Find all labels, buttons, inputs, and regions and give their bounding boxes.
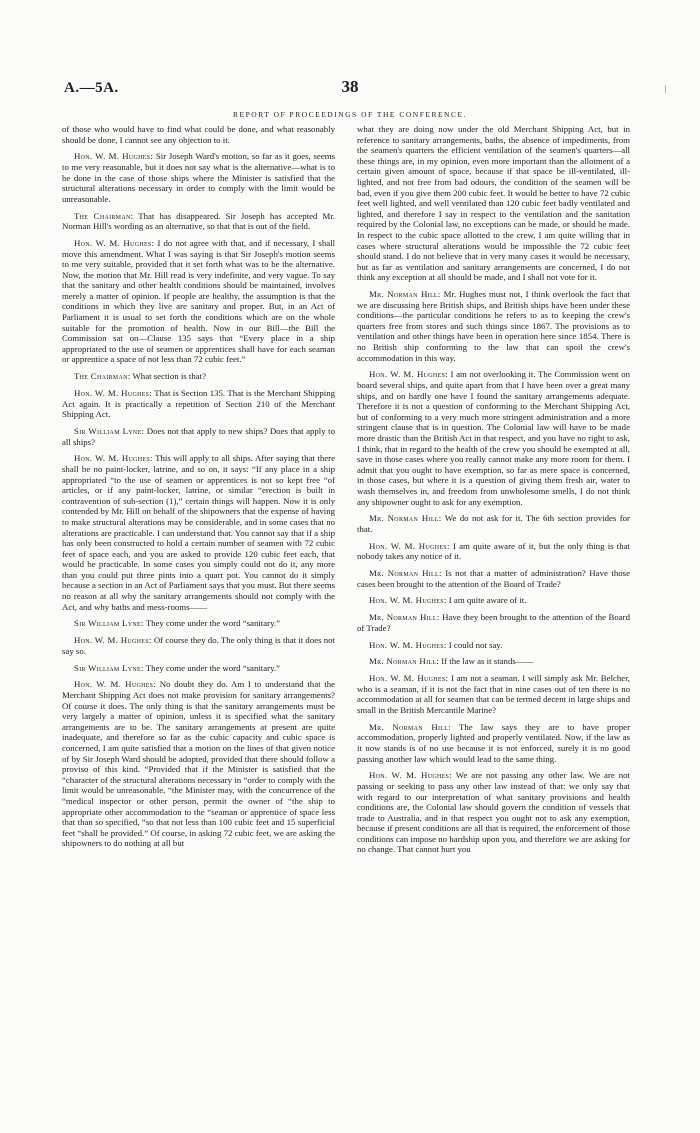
speaker-name: The Chairman: (74, 371, 131, 382)
paragraph (357, 673, 630, 715)
paragraph-text: This will apply to all ships. After saying that there shall be no paint-locker, latrine, and so on, it says: “If any place in a ship appropriated “to the use of seamen or apprentices is not so kept free “of articles, or if any paint-locker, latrine, or similar “erection is built in contravention of sub-section (1),” certain things will happen. Now it is only contended by Mr. Hill on behalf of the shipowners that the expense of having to make structural alterations may be considerable, and in some cases that no alterations are practicable. I can understand that. You cannot say that if a ship has only been constructed to hold a certain number of seamen with 72 cubic feet of space each, and you are asked to provide 120 cubic feet each, that would be practicable. In some cases you simply could not do it, any more than you could put three pints into a quart pot. You cannot do it simply because a section in an Act of Parliament says that you must. But there seems no reason at all why the sanitary arrangements should not comply with the Act, and why baths and mess-rooms—— (62, 453, 335, 612)
speaker-name: Mr. Norman Hill: (369, 513, 442, 524)
paragraph-text: of those who would have to find what could be done, and what reasonably should be done, I cannot see any objection to it. (62, 124, 335, 145)
paragraph (357, 612, 630, 633)
paragraph (357, 541, 630, 562)
paragraph-text: I am not a seaman. I will simply ask Mr. Belcher, who is a seaman, if it is not the fact that in nine cases out of ten there is no accommodation at all for seamen that can be termed decent in large ships and small in the British Mercantile Marine? (357, 673, 630, 715)
paragraph (62, 635, 335, 656)
paragraph (357, 289, 630, 363)
paragraph-text: That is Section 135. That is the Merchant Shipping Act again. It is practically a repetition of Section 210 of the Merchant Shipping Act. (62, 388, 335, 420)
paragraph-text: I am quite aware of it, but the only thing is that nobody takes any notice of it. (357, 540, 630, 562)
paragraph (357, 513, 630, 534)
paragraph (62, 679, 335, 849)
speaker-name: Hon. W. M. Hughes: (74, 237, 155, 248)
paragraph (357, 722, 630, 764)
speaker-name: Hon. W. M. Hughes: (74, 679, 157, 690)
paragraph (357, 369, 630, 507)
speaker-name: Mr. Norman Hill: (369, 721, 451, 732)
paragraph-text: They come under the word “sanitary.” (145, 662, 280, 673)
paragraph (357, 595, 630, 606)
speaker-name: Mr. Norman Hill: (369, 568, 442, 579)
paragraph-text: That has disappeared. Sir Joseph has accepted Mr. Norman Hill's wording as an alternative, so that that is out of the field. (62, 210, 335, 232)
speaker-name: Hon. W. M. Hughes: (369, 673, 449, 684)
paragraph-text: Does not that apply to new ships? Does that apply to all ships? (62, 425, 335, 447)
paragraph-text: If the law as it stands—— (441, 656, 534, 667)
page-number: 38 (341, 77, 359, 96)
speaker-name: Hon. W. M. Hughes: (369, 369, 448, 380)
paragraph (62, 151, 335, 204)
speaker-name: The Chairman: (74, 210, 134, 221)
speaker-name: Hon. W. M. Hughes: (369, 595, 447, 606)
paragraph (357, 640, 630, 651)
paragraph (62, 124, 335, 145)
paragraph-text: The law says they are to have proper accommodation, properly lighted and properly ventilated. Now, if the law as it now stands is of no use because it is not enforced, surely it is no good passing another law which would lead to the same thing. (357, 721, 630, 764)
paragraph-text: I am quite aware of it. (448, 595, 527, 606)
speaker-name: Hon. W. M. Hughes: (369, 639, 447, 650)
speaker-name: Hon. W. M. Hughes: (74, 151, 154, 162)
speaker-name: Mr. Norman Hill: (369, 612, 440, 623)
paragraph (62, 618, 335, 629)
speaker-name: Sir William Lyne: (74, 425, 145, 436)
paragraph (62, 211, 335, 232)
paragraph-text: We are not passing any other law. We are not passing or seeking to pass any other law instead of that: we only say that with regard to our interpretation of what sanitary provisions and health conditions are, the Colonial law should govern the condition of vessels that trade to Australia, and in that respect you ought not to ask any exemption, because if present conditions are all that is required, the enforcement of those conditions can impose no hardship upon you, and therefore we are asking for no change. That cannot hurt you (357, 770, 630, 855)
paragraph-text: Is not that a matter of administration? Have those cases been brought to the attention of the Board of Trade? (357, 568, 630, 589)
paragraph (357, 568, 630, 589)
paragraph (357, 656, 630, 667)
paragraph-text: We do not ask for it. The 6th section provides for that. (357, 513, 630, 534)
paragraph-text: Sir Joseph Ward's motion, so far as it goes, seems to me very reasonable, but it does not say what is the alternative—what is to be done in the case of those ships where the Minister is satisfied that the structural alterations necessary in order to comply with the limit would be unreasonable. (62, 151, 336, 204)
right-column (357, 124, 630, 861)
paragraph-text: What section is that? (132, 371, 207, 382)
paragraph-text: Mr. Hughes must not, I think overlook the fact that we are discussing here British ships, and British ships have been under these conditions—the particular conditions he refers to as to keeping the crew's quarters free from stores and such things since 1867. The provisions as to ventilation and other things have been in operation here since 1854. There is no British ship conforming to the law that can spoil the crew's accommodation in this way. (357, 289, 631, 363)
paper-reference: A.—5A. (64, 80, 119, 96)
speaker-name: Hon. W. M. Hughes: (369, 540, 450, 551)
paragraph (62, 388, 335, 420)
speaker-name: Sir William Lyne: (74, 662, 144, 673)
paragraph-text: I do not agree with that, and if necessary, I shall move this amendment. What I was saying is that Sir Joseph's motion seems to me very suitable, provided that it set forth what was to be the alternative. Now, the motion that Mr. Hill read is very indefinite, and very vague. To say that the sanitary and other health conditions should be maintained, involves merely a matter of opinion. If people are healthy, the assumption is that the conditions in which they live are sanitary and proper. But, in an Act of Parliament it is usual to set forth the conditions which are on the whole suitable for the promotion of health. Now in our Bill—the Bill the Commission sat on—Clause 135 says that “Every place in a ship appropriated to the use of seamen or apprentices shall have for each seaman or apprentice a space of not less than 72 cubic feet.” (62, 237, 336, 365)
speaker-name: Hon. W. M. Hughes: (369, 770, 452, 781)
paragraph (62, 238, 335, 365)
speaker-name: Mr. Norman Hill: (369, 656, 440, 667)
paragraph-text: They come under the word “sanitary.” (145, 618, 280, 629)
paragraph-text: Have they been brought to the attention of the Board of Trade? (357, 612, 630, 633)
speaker-name: Hon. W. M. Hughes: (74, 453, 153, 464)
running-title: REPORT OF PROCEEDINGS OF THE CONFERENCE. (233, 110, 467, 119)
paragraph (62, 663, 335, 674)
paragraph (357, 770, 630, 855)
speaker-name: Hon. W. M. Hughes: (74, 388, 153, 398)
left-column (62, 124, 335, 855)
paragraph (62, 453, 335, 612)
paragraph (62, 426, 335, 447)
paragraph (62, 371, 335, 382)
paragraph-text: I could not say. (448, 639, 503, 650)
speaker-name: Mr. Norman Hill: (369, 289, 441, 300)
speaker-name: Hon. W. M. Hughes: (74, 635, 152, 646)
speaker-name: Sir William Lyne: (74, 618, 144, 629)
paragraph-text: Of course they do. The only thing is that it does not say so. (62, 635, 335, 656)
paragraph-text: No doubt they do. Am I to understand that the Merchant Shipping Act does not make provision for sanitary arrangements? Of course it does. The only thing is that the sanitary arrangements must be very largely a matter of opinion, unless it is specified what the sanitary arrangements are to be. The sanitary arrangements at present are quite inadequate, and therefore so far as the cubic capacity and cubic space is concerned, I am quite satisfied that a motion on the lines of that given notice of by Sir Joseph Ward should be adopted, provided that there should follow a proviso of this kind. “Provided that if the Minister is satisfied that the “character of the structural alterations necessary in “order to comply with the limit would be unreasonable, “the Minister may, with the concurrence of the “medical inspector or other person, permit the owner of “the ship to appropriate other accommodation to the “seaman or apprentice of space less that than so specified, “so that not less than 100 cubic feet and 15 superficial feet “shall be provided.” Of course, in asking 72 cubic feet, we are asking the shipowners to do nothing at all but (62, 679, 336, 849)
paragraph-text: what they are doing now under the old Merchant Shipping Act, but in reference to sanitary arrangements, baths, the absence of impediments, from the seamen's quarters the efficient ventilation of the seamen's quarters—all these things are, in my opinion, even more important than the allotment of a certain given amount of space, because if that space be ill-ventilated, ill-lighted, and not free from bad odours, the condition of the seamen will be bad, even if you give them 200 cubic feet. It would be better to have 72 cubic feet well lighted, and well ventilated than 120 cubic feet badly ventilated and lighted, and therefore I say in respect to the ventilation and the sanitation required by the Colonial law, no exceptions can be made, or should be made. In respect to the cubic space allotted to the crew, I am quite willing that in cases where structural alterations would be impossible the 72 cubic feet should stand. I do not believe that in very many cases it would be necessary, but as far as ventilation and sanitary arrangements are concerned, I do not think any exception at all should be made, and I shall not vote for it. (357, 124, 630, 283)
paragraph (357, 124, 630, 283)
pencil-mark: / (660, 81, 670, 97)
paragraph-text: I am not overlooking it. The Commission went on board several ships, and quite apart from that I have been over a great many ships, and on hardly one have I found the sanitary arrangements adequate. Therefore it is not a question of conforming to the Merchant Shipping Act, but of conforming to a very much more stringent administration and a more stringent clause that is in question. The Colonial law will have to be made more drastic than the British Act in that respect, and you have no right to ask, I think, that in regard to the health of the crew you should be exempted at all, save in those cases where you really cannot make any more room for them. I admit that you ought to have exemption, so far as mere space is concerned, in those cases, but where it is a question of giving them fresh air, water to wash themselves in, and freedom from unwholesome smells, I do not think any shipowner ought to ask for any exemption. (357, 369, 630, 507)
